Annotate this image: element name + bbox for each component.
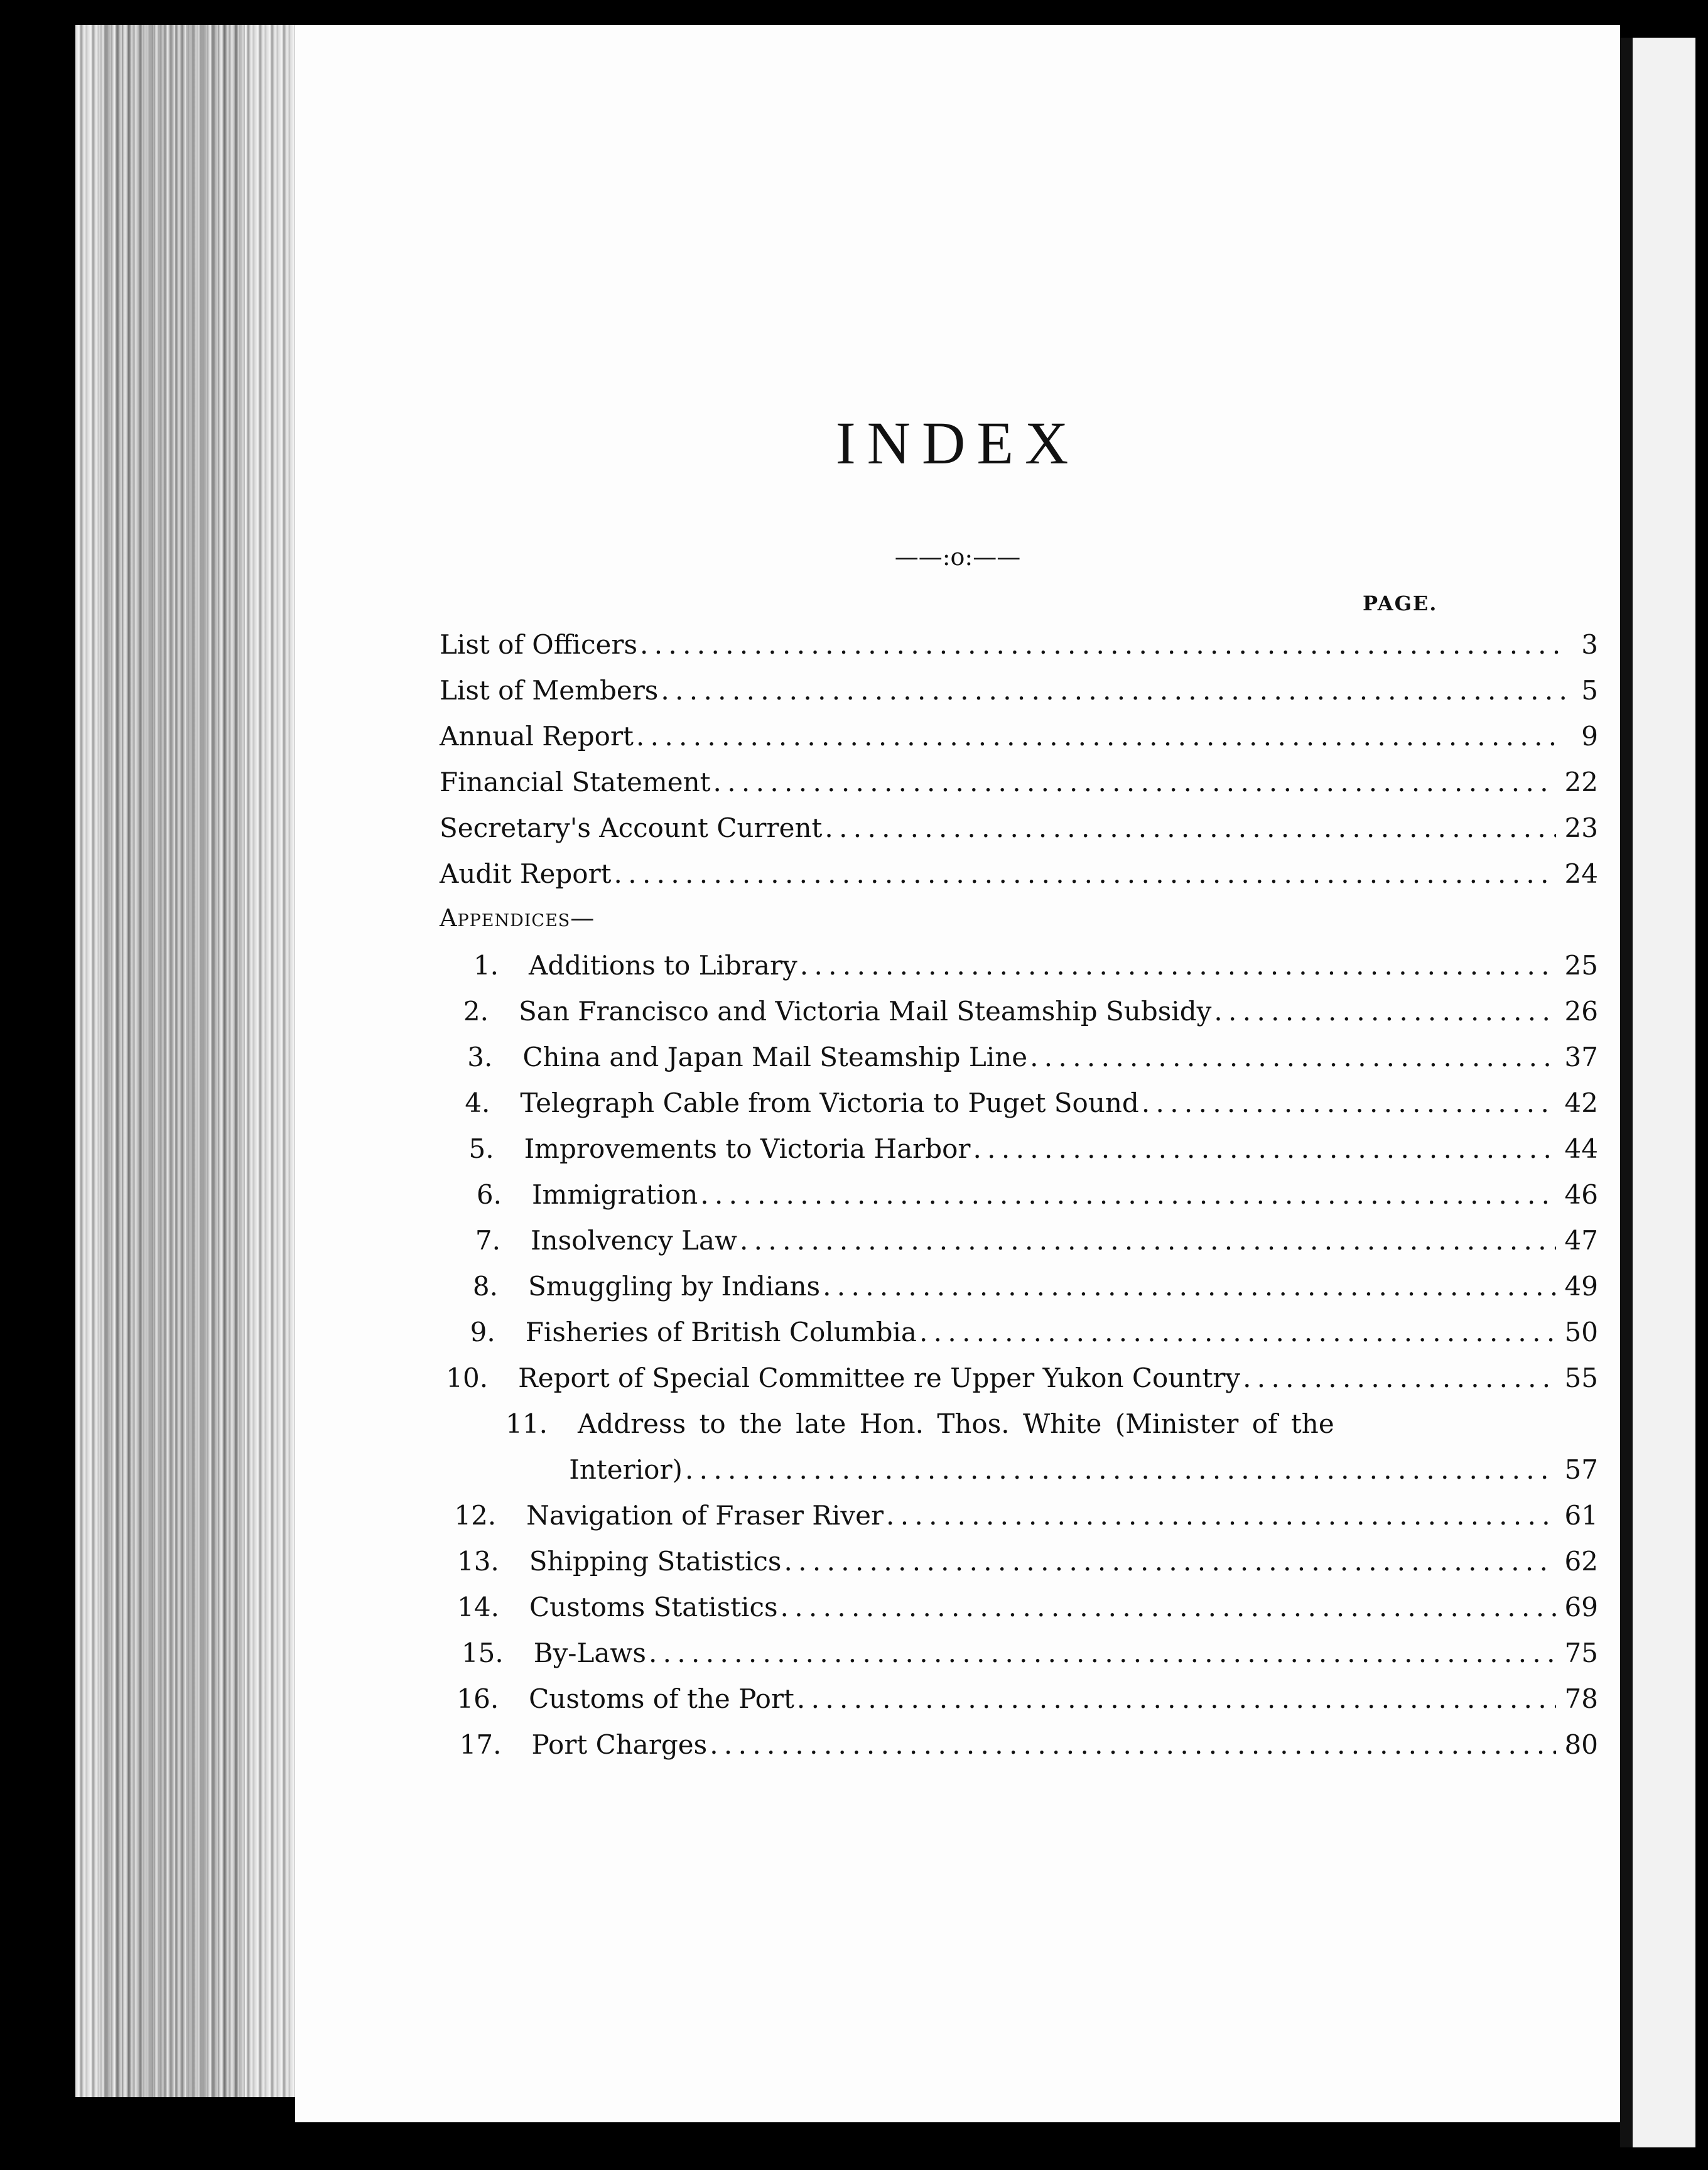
appendix-number: 16. [457, 1683, 499, 1714]
appendix-number: 17. [459, 1729, 502, 1760]
appendix-number: 12. [454, 1500, 497, 1531]
leader-dots [823, 1271, 1555, 1302]
page-edges-shading [100, 25, 245, 2097]
leader-dots [784, 1546, 1555, 1577]
toc-entry-page: 3 [1581, 629, 1598, 660]
leader-dots [636, 721, 1564, 752]
leader-dots [700, 1179, 1555, 1210]
appendix-page: 55 [1564, 1363, 1598, 1393]
leader-dots [640, 629, 1564, 660]
leader-dots [649, 1638, 1556, 1668]
leader-dots [710, 1729, 1555, 1760]
leader-dots [685, 1454, 1556, 1485]
facing-page-edge [1633, 38, 1695, 2147]
toc-entry [440, 858, 1598, 904]
appendix-label: San Francisco and Victoria Mail Steamship Subsidy [519, 996, 1212, 1027]
toc-entry [440, 721, 1598, 767]
appendix-label: Navigation of Fraser River [526, 1500, 884, 1531]
appendix-page: 26 [1564, 996, 1598, 1027]
appendix-page: 50 [1564, 1317, 1598, 1347]
leader-dots [713, 767, 1556, 797]
appendix-number: 11. [505, 1408, 548, 1439]
appendix-label: Customs Statistics [529, 1592, 778, 1622]
toc-entry-page: 22 [1564, 767, 1598, 797]
leader-dots [661, 675, 1565, 706]
appendix-label-continuation: Interior) [569, 1454, 683, 1485]
toc-entry [440, 629, 1598, 675]
appendix-entry [440, 1225, 1598, 1271]
toc-entry-label: List of Members [440, 675, 659, 706]
appendices-heading: Appendices— [440, 904, 595, 932]
toc-entry [440, 675, 1598, 721]
appendix-entry [440, 1317, 1598, 1363]
index-page [295, 25, 1620, 2122]
appendix-label: Telegraph Cable from Victoria to Puget Sound [520, 1088, 1139, 1118]
leader-dots [781, 1592, 1556, 1622]
appendix-label: Immigration [531, 1179, 698, 1210]
leader-dots [614, 858, 1556, 889]
appendix-entry [440, 950, 1598, 996]
appendix-number: 5. [468, 1133, 494, 1164]
appendix-page: 57 [1564, 1454, 1598, 1485]
appendix-number: 10. [446, 1363, 489, 1393]
toc-entry-page: 24 [1564, 858, 1598, 889]
appendix-entry [440, 1729, 1598, 1775]
appendix-page: 47 [1564, 1225, 1598, 1256]
appendix-entry-continuation [440, 1454, 1598, 1500]
leader-dots [1214, 996, 1555, 1027]
appendix-label: Fisheries of British Columbia [525, 1317, 917, 1347]
appendix-entry [440, 1638, 1598, 1683]
appendix-entry [440, 1042, 1598, 1088]
toc-entry [440, 767, 1598, 812]
appendix-entry [440, 996, 1598, 1042]
appendix-page: 61 [1564, 1500, 1598, 1531]
appendix-number: 9. [470, 1317, 495, 1347]
appendix-page: 49 [1564, 1271, 1598, 1302]
appendix-label: Shipping Statistics [529, 1546, 782, 1577]
appendix-entry [440, 1500, 1598, 1546]
toc-entry-page: 9 [1581, 721, 1598, 752]
appendix-page: 25 [1564, 950, 1598, 981]
appendix-number: 15. [461, 1638, 504, 1668]
appendix-label: Insolvency Law [530, 1225, 737, 1256]
appendix-entry [440, 1088, 1598, 1133]
toc-entry-label: Audit Report [440, 858, 612, 889]
title-separator: ——:o:—— [894, 543, 1021, 571]
leader-dots [1243, 1363, 1555, 1393]
appendix-number: 8. [472, 1271, 498, 1302]
appendix-number: 4. [465, 1088, 490, 1118]
leader-dots [800, 950, 1556, 981]
leader-dots [1142, 1088, 1556, 1118]
leader-dots [886, 1500, 1556, 1531]
appendix-entry [440, 1683, 1598, 1729]
appendix-label: Address to the late Hon. Thos. White (Minister of the [578, 1408, 1334, 1439]
toc-entry-label: Annual Report [440, 721, 634, 752]
appendix-label: Improvements to Victoria Harbor [524, 1133, 971, 1164]
appendix-number: 3. [467, 1042, 493, 1072]
leader-dots [824, 812, 1555, 843]
appendix-number: 1. [473, 950, 499, 981]
leader-dots [797, 1683, 1556, 1714]
table-of-contents [440, 629, 1598, 1775]
appendix-entry [440, 1408, 1598, 1454]
appendix-page: 69 [1564, 1592, 1598, 1622]
appendix-label: Additions to Library [529, 950, 797, 981]
appendix-page: 37 [1564, 1042, 1598, 1072]
appendix-label: Smuggling by Indians [527, 1271, 821, 1302]
appendix-entry [440, 1546, 1598, 1592]
toc-entry-page: 23 [1564, 812, 1598, 843]
leader-dots [919, 1317, 1556, 1347]
appendix-page: 80 [1564, 1729, 1598, 1760]
appendix-entry [440, 1363, 1598, 1408]
toc-entry-label: Financial Statement [440, 767, 711, 797]
toc-entry-label: Secretary's Account Current [440, 812, 823, 843]
appendix-number: 2. [463, 996, 489, 1027]
appendix-page: 46 [1564, 1179, 1598, 1210]
appendix-label: China and Japan Mail Steamship Line [522, 1042, 1028, 1072]
leader-dots [740, 1225, 1556, 1256]
appendix-number: 13. [457, 1546, 499, 1577]
toc-entry-page: 5 [1581, 675, 1598, 706]
toc-entry [440, 812, 1598, 858]
appendix-page: 78 [1564, 1683, 1598, 1714]
toc-entry-label: List of Officers [440, 629, 637, 660]
appendix-label: Port Charges [531, 1729, 708, 1760]
appendix-page: 62 [1564, 1546, 1598, 1577]
appendix-entry [440, 1592, 1598, 1638]
appendix-label: Report of Special Committee re Upper Yukon Country [518, 1363, 1241, 1393]
appendix-page: 44 [1564, 1133, 1598, 1164]
appendix-page: 42 [1564, 1088, 1598, 1118]
appendix-entry [440, 1271, 1598, 1317]
appendix-page: 75 [1564, 1638, 1598, 1668]
appendix-entry [440, 1133, 1598, 1179]
appendix-entry [440, 1179, 1598, 1225]
page-column-heading: PAGE. [1363, 591, 1438, 615]
appendix-number: 7. [475, 1225, 500, 1256]
leader-dots [1030, 1042, 1555, 1072]
leader-dots [973, 1133, 1555, 1164]
appendix-number: 6. [476, 1179, 502, 1210]
appendix-label: Customs of the Port [529, 1683, 794, 1714]
page-title: INDEX [835, 409, 1080, 477]
appendix-number: 14. [457, 1592, 499, 1622]
book-gutter [1620, 38, 1633, 2147]
appendix-label: By-Laws [533, 1638, 646, 1668]
